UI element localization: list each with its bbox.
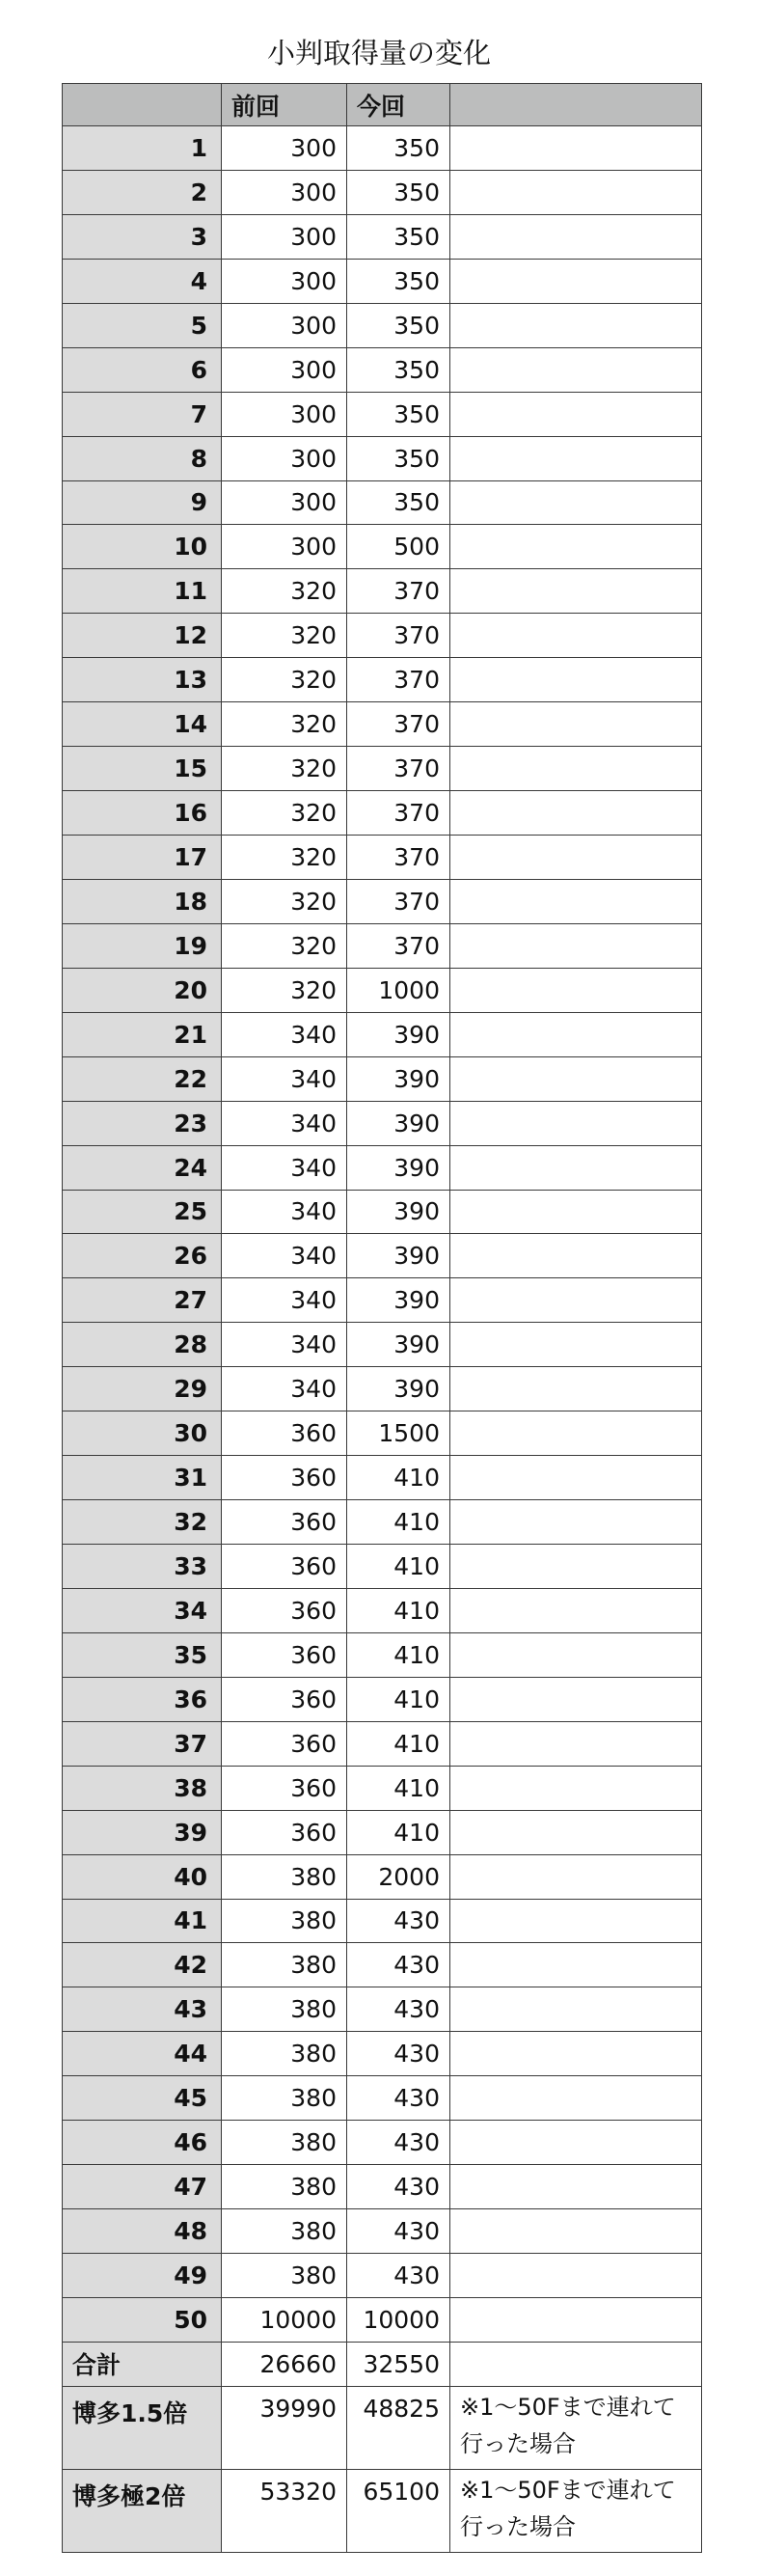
prev-value: 340 (222, 1323, 347, 1367)
row-label: 43 (63, 1987, 222, 2032)
table-row (63, 1677, 702, 1721)
table-row (63, 614, 702, 658)
table-row (63, 968, 702, 1012)
prev-value: 300 (222, 126, 347, 171)
row-label: 36 (63, 1677, 222, 1721)
curr-value: 390 (347, 1145, 450, 1190)
prev-value: 340 (222, 1367, 347, 1411)
note-cell (450, 1632, 702, 1677)
prev-value: 320 (222, 658, 347, 702)
header-note (450, 84, 702, 126)
note-cell (450, 170, 702, 214)
prev-value: 340 (222, 1101, 347, 1145)
note-cell (450, 1411, 702, 1456)
table-row (63, 2032, 702, 2076)
table-row (63, 214, 702, 259)
row-label: 15 (63, 747, 222, 791)
prev-value: 380 (222, 2165, 347, 2209)
curr-value: 350 (347, 170, 450, 214)
prev-value: 26660 (222, 2342, 347, 2386)
note-cell (450, 1899, 702, 1943)
row-label: 4 (63, 259, 222, 303)
curr-value: 1500 (347, 1411, 450, 1456)
note-cell (450, 303, 702, 347)
prev-value: 320 (222, 968, 347, 1012)
row-label: 10 (63, 525, 222, 569)
note-cell (450, 347, 702, 392)
note-cell (450, 1721, 702, 1766)
table-row (63, 836, 702, 880)
note-cell (450, 2032, 702, 2076)
prev-value: 360 (222, 1632, 347, 1677)
curr-value: 350 (347, 214, 450, 259)
prev-value: 340 (222, 1056, 347, 1101)
page-title: 小判取得量の変化 (266, 37, 491, 69)
header-corner (63, 84, 222, 126)
prev-value: 300 (222, 303, 347, 347)
note-cell (450, 1766, 702, 1810)
prev-value: 380 (222, 1987, 347, 2032)
note-cell (450, 259, 702, 303)
row-label: 37 (63, 1721, 222, 1766)
table-row (63, 1367, 702, 1411)
curr-value: 410 (347, 1632, 450, 1677)
prev-value: 360 (222, 1588, 347, 1632)
table-row (63, 436, 702, 480)
prev-value: 320 (222, 879, 347, 923)
curr-value: 410 (347, 1588, 450, 1632)
table-row (63, 170, 702, 214)
curr-value: 410 (347, 1545, 450, 1589)
row-label: 11 (63, 569, 222, 614)
row-label: 1 (63, 126, 222, 171)
prev-value: 300 (222, 525, 347, 569)
note-cell (450, 923, 702, 968)
note-cell (450, 1545, 702, 1589)
note-cell (450, 1101, 702, 1145)
note-cell (450, 702, 702, 747)
row-label: 33 (63, 1545, 222, 1589)
prev-value: 10000 (222, 2297, 347, 2342)
note-cell (450, 525, 702, 569)
note-cell (450, 1012, 702, 1056)
table-row (63, 1810, 702, 1854)
note-cell (450, 1056, 702, 1101)
curr-value: 410 (347, 1500, 450, 1545)
row-label: 44 (63, 2032, 222, 2076)
prev-value: 300 (222, 347, 347, 392)
note-cell: ※1〜50Fまで連れて行った場合 (450, 2386, 702, 2469)
header-prev: 前回 (222, 84, 347, 126)
row-label: 22 (63, 1056, 222, 1101)
table-row (63, 1588, 702, 1632)
curr-value: 350 (347, 126, 450, 171)
curr-value: 370 (347, 658, 450, 702)
table-row (63, 259, 702, 303)
note-cell (450, 126, 702, 171)
row-label: 50 (63, 2297, 222, 2342)
row-label: 24 (63, 1145, 222, 1190)
row-label: 30 (63, 1411, 222, 1456)
table-row (63, 1632, 702, 1677)
table-row (63, 2254, 702, 2298)
curr-value: 1000 (347, 968, 450, 1012)
curr-value: 410 (347, 1766, 450, 1810)
row-label: 23 (63, 1101, 222, 1145)
header-row (63, 84, 702, 126)
table-row (63, 658, 702, 702)
prev-value: 380 (222, 2254, 347, 2298)
row-label: 合計 (63, 2342, 222, 2386)
row-label: 48 (63, 2209, 222, 2254)
prev-value: 360 (222, 1677, 347, 1721)
curr-value: 370 (347, 747, 450, 791)
curr-value: 350 (347, 303, 450, 347)
table-row (63, 1987, 702, 2032)
prev-value: 53320 (222, 2469, 347, 2552)
row-label: 25 (63, 1190, 222, 1234)
prev-value: 360 (222, 1721, 347, 1766)
table-row (63, 747, 702, 791)
prev-value: 320 (222, 702, 347, 747)
prev-value: 360 (222, 1500, 347, 1545)
note-cell (450, 1943, 702, 1987)
prev-value: 300 (222, 259, 347, 303)
note-cell (450, 1588, 702, 1632)
curr-value: 370 (347, 836, 450, 880)
note-cell (450, 1854, 702, 1899)
prev-value: 380 (222, 1943, 347, 1987)
prev-value: 320 (222, 614, 347, 658)
row-label: 博多1.5倍 (63, 2386, 222, 2469)
prev-value: 320 (222, 569, 347, 614)
row-label: 2 (63, 170, 222, 214)
table-row (63, 1234, 702, 1278)
row-label: 9 (63, 480, 222, 525)
curr-value: 390 (347, 1367, 450, 1411)
summary-row (63, 2469, 702, 2552)
table-row (63, 1545, 702, 1589)
table-row (63, 1056, 702, 1101)
note-cell (450, 791, 702, 836)
row-label: 38 (63, 1766, 222, 1810)
note-cell (450, 1234, 702, 1278)
table-row (63, 1500, 702, 1545)
note-cell (450, 968, 702, 1012)
note-cell (450, 658, 702, 702)
note-cell (450, 2076, 702, 2121)
row-label: 7 (63, 392, 222, 436)
row-label: 26 (63, 1234, 222, 1278)
note-cell (450, 879, 702, 923)
curr-value: 410 (347, 1810, 450, 1854)
row-label: 47 (63, 2165, 222, 2209)
curr-value: 65100 (347, 2469, 450, 2552)
curr-value: 390 (347, 1012, 450, 1056)
note-cell (450, 1323, 702, 1367)
note-cell (450, 392, 702, 436)
prev-value: 320 (222, 836, 347, 880)
curr-value: 390 (347, 1101, 450, 1145)
row-label: 5 (63, 303, 222, 347)
prev-value: 320 (222, 747, 347, 791)
curr-value: 10000 (347, 2297, 450, 2342)
prev-value: 340 (222, 1190, 347, 1234)
curr-value: 390 (347, 1234, 450, 1278)
row-label: 3 (63, 214, 222, 259)
curr-value: 390 (347, 1323, 450, 1367)
table-row (63, 2297, 702, 2342)
note-cell (450, 1145, 702, 1190)
prev-value: 340 (222, 1234, 347, 1278)
prev-value: 360 (222, 1456, 347, 1500)
row-label: 35 (63, 1632, 222, 1677)
row-label: 博多極2倍 (63, 2469, 222, 2552)
row-label: 28 (63, 1323, 222, 1367)
curr-value: 430 (347, 1943, 450, 1987)
row-label: 12 (63, 614, 222, 658)
curr-value: 370 (347, 923, 450, 968)
row-label: 39 (63, 1810, 222, 1854)
curr-value: 370 (347, 702, 450, 747)
curr-value: 430 (347, 1987, 450, 2032)
table-row (63, 1899, 702, 1943)
table-row (63, 1101, 702, 1145)
curr-value: 430 (347, 1899, 450, 1943)
table-row (63, 525, 702, 569)
note-cell (450, 836, 702, 880)
row-label: 8 (63, 436, 222, 480)
note-cell (450, 1278, 702, 1323)
row-label: 49 (63, 2254, 222, 2298)
row-label: 40 (63, 1854, 222, 1899)
prev-value: 360 (222, 1810, 347, 1854)
prev-value: 360 (222, 1411, 347, 1456)
table-row (63, 1721, 702, 1766)
curr-value: 350 (347, 392, 450, 436)
table-row (63, 1278, 702, 1323)
note-cell (450, 2254, 702, 2298)
row-label: 19 (63, 923, 222, 968)
note-cell (450, 1677, 702, 1721)
table-row (63, 1456, 702, 1500)
curr-value: 350 (347, 480, 450, 525)
table-row (63, 303, 702, 347)
prev-value: 380 (222, 2209, 347, 2254)
curr-value: 390 (347, 1278, 450, 1323)
curr-value: 430 (347, 2032, 450, 2076)
row-label: 18 (63, 879, 222, 923)
row-label: 41 (63, 1899, 222, 1943)
row-label: 27 (63, 1278, 222, 1323)
prev-value: 39990 (222, 2386, 347, 2469)
note-cell (450, 2121, 702, 2165)
note-cell (450, 2297, 702, 2342)
prev-value: 340 (222, 1278, 347, 1323)
curr-value: 2000 (347, 1854, 450, 1899)
table-row (63, 879, 702, 923)
table-row (63, 702, 702, 747)
curr-value: 370 (347, 791, 450, 836)
table-row (63, 569, 702, 614)
table-row (63, 1411, 702, 1456)
note-cell (450, 2342, 702, 2386)
prev-value: 300 (222, 170, 347, 214)
row-label: 17 (63, 836, 222, 880)
note-cell (450, 1810, 702, 1854)
prev-value: 380 (222, 2032, 347, 2076)
table-row (63, 1766, 702, 1810)
curr-value: 500 (347, 525, 450, 569)
curr-value: 430 (347, 2076, 450, 2121)
table-row (63, 392, 702, 436)
prev-value: 380 (222, 2121, 347, 2165)
curr-value: 390 (347, 1056, 450, 1101)
curr-value: 410 (347, 1721, 450, 1766)
prev-value: 320 (222, 791, 347, 836)
note-cell (450, 569, 702, 614)
curr-value: 430 (347, 2165, 450, 2209)
table-row (63, 126, 702, 171)
prev-value: 300 (222, 392, 347, 436)
note-cell (450, 1456, 702, 1500)
note-cell (450, 1367, 702, 1411)
note-cell (450, 1500, 702, 1545)
note-cell (450, 1190, 702, 1234)
row-label: 16 (63, 791, 222, 836)
prev-value: 300 (222, 214, 347, 259)
note-cell (450, 214, 702, 259)
row-label: 14 (63, 702, 222, 747)
table-row (63, 1190, 702, 1234)
row-label: 20 (63, 968, 222, 1012)
curr-value: 350 (347, 259, 450, 303)
table-row (63, 791, 702, 836)
prev-value: 360 (222, 1545, 347, 1589)
curr-value: 48825 (347, 2386, 450, 2469)
table-row (63, 2121, 702, 2165)
prev-value: 340 (222, 1145, 347, 1190)
curr-value: 32550 (347, 2342, 450, 2386)
row-label: 34 (63, 1588, 222, 1632)
curr-value: 430 (347, 2254, 450, 2298)
table-row (63, 1943, 702, 1987)
curr-value: 390 (347, 1190, 450, 1234)
row-label: 32 (63, 1500, 222, 1545)
row-label: 21 (63, 1012, 222, 1056)
curr-value: 370 (347, 569, 450, 614)
row-label: 6 (63, 347, 222, 392)
curr-value: 430 (347, 2121, 450, 2165)
note-cell (450, 1987, 702, 2032)
summary-row (63, 2386, 702, 2469)
prev-value: 300 (222, 480, 347, 525)
prev-value: 360 (222, 1766, 347, 1810)
row-label: 31 (63, 1456, 222, 1500)
table-row (63, 1323, 702, 1367)
note-cell (450, 436, 702, 480)
curr-value: 370 (347, 614, 450, 658)
table-row (63, 480, 702, 525)
note-cell (450, 614, 702, 658)
table-row (63, 347, 702, 392)
table-row (63, 2076, 702, 2121)
note-cell (450, 2209, 702, 2254)
curr-value: 430 (347, 2209, 450, 2254)
prev-value: 300 (222, 436, 347, 480)
header-curr: 今回 (347, 84, 450, 126)
note-cell (450, 747, 702, 791)
table-row (63, 2165, 702, 2209)
table-row (63, 1145, 702, 1190)
table-body (63, 126, 702, 2553)
table-row (63, 1854, 702, 1899)
summary-row (63, 2342, 702, 2386)
prev-value: 340 (222, 1012, 347, 1056)
note-cell: ※1〜50Fまで連れて行った場合 (450, 2469, 702, 2552)
curr-value: 350 (347, 347, 450, 392)
prev-value: 380 (222, 1854, 347, 1899)
koban-table (62, 83, 702, 2553)
row-label: 42 (63, 1943, 222, 1987)
note-cell (450, 480, 702, 525)
curr-value: 410 (347, 1456, 450, 1500)
row-label: 13 (63, 658, 222, 702)
curr-value: 410 (347, 1677, 450, 1721)
table-row (63, 923, 702, 968)
prev-value: 380 (222, 2076, 347, 2121)
curr-value: 370 (347, 879, 450, 923)
row-label: 29 (63, 1367, 222, 1411)
prev-value: 380 (222, 1899, 347, 1943)
table-row (63, 2209, 702, 2254)
note-cell (450, 2165, 702, 2209)
row-label: 45 (63, 2076, 222, 2121)
prev-value: 320 (222, 923, 347, 968)
curr-value: 350 (347, 436, 450, 480)
row-label: 46 (63, 2121, 222, 2165)
table-row (63, 1012, 702, 1056)
